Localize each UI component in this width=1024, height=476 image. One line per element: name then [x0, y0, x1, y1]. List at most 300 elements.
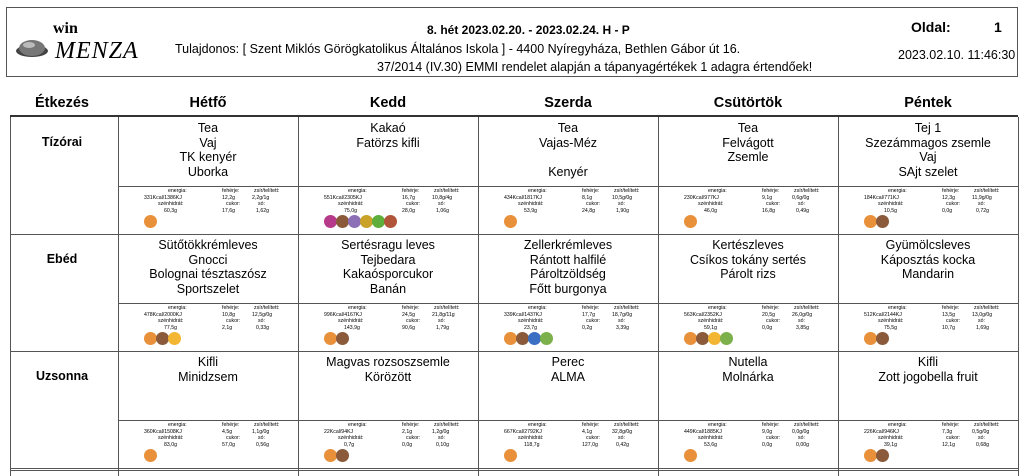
- nutrient-value: 9,0g: [762, 428, 773, 435]
- nutrient-value: 24,5g: [402, 311, 415, 318]
- nutrient-value: 22Kcal/94KJ: [324, 428, 354, 435]
- nutrient-value: 1,1g/0g: [252, 428, 270, 435]
- nutrient-label: energia:: [528, 305, 547, 311]
- nutrient-label: energia:: [708, 422, 727, 428]
- logo-win-text: win: [53, 20, 78, 37]
- nutrient-label: zsír/telített:: [974, 422, 1000, 428]
- nutrient-label: só:: [618, 435, 625, 441]
- nutrient-value: 26,0g/0g: [792, 311, 813, 318]
- nutrition-block: [682, 305, 822, 331]
- nutrient-value: 10,8g/4g: [432, 194, 453, 201]
- nutrient-value: 75,5g: [884, 324, 897, 331]
- nutrition-divider: [118, 186, 298, 187]
- page-number: 1: [994, 19, 1002, 35]
- nutrient-value: 17,6g: [222, 207, 235, 214]
- nutrient-label: szénhidrát:: [338, 201, 364, 207]
- nutrient-label: szénhidrát:: [158, 435, 184, 441]
- nutrient-value: 8,1g: [582, 194, 593, 201]
- menu-cell: [298, 355, 478, 384]
- nutrient-value: 12,5g/0g: [252, 311, 273, 318]
- nutrient-label: fehérje:: [582, 188, 600, 194]
- nutrient-label: fehérje:: [762, 422, 780, 428]
- nutrient-value: 20,5g: [762, 311, 775, 318]
- menu-item: Gnocci: [188, 252, 228, 267]
- winmenza-logo: [15, 18, 155, 70]
- menu-item: Banán: [369, 281, 407, 296]
- nutrient-value: 478Kcal/2000KJ: [144, 311, 182, 318]
- nutrient-label: zsír/telített:: [434, 305, 460, 311]
- nutrient-value: 512Kcal/2144KJ: [864, 311, 902, 318]
- egg-allergen-icon: [168, 332, 181, 345]
- menu-item: Kakaó: [370, 121, 406, 135]
- nutrient-value: 4,5g: [222, 428, 233, 435]
- menu-item: Bolognai tésztaszósz: [149, 267, 267, 281]
- column-header-thursday: Csütörtök: [713, 95, 783, 111]
- nutrient-value: 13,5g: [942, 311, 955, 318]
- week-range: 8. hét 2023.02.20. - 2023.02.24. H - P: [427, 23, 630, 37]
- nutrient-value: 551Kcal/2305KJ: [324, 194, 362, 201]
- nutrient-label: szénhidrát:: [878, 318, 904, 324]
- nutrition-divider: [478, 303, 658, 304]
- nutrient-label: fehérje:: [402, 305, 420, 311]
- menu-item: Mandarin: [901, 267, 955, 281]
- nutrition-block: [682, 422, 822, 448]
- menu-item: Zellerkrémleves: [523, 238, 613, 252]
- column-header-tuesday: Kedd: [369, 95, 407, 111]
- nutrient-label: fehérje:: [942, 422, 960, 428]
- milk-allergen-icon: [876, 449, 889, 462]
- nutrient-value: 10,8g: [222, 311, 235, 318]
- menu-item: Sertésragu leves: [341, 238, 435, 252]
- print-timestamp: 2023.02.10. 11:46:30: [898, 48, 1016, 62]
- nutrition-divider: [118, 420, 298, 421]
- nutrient-label: cukor:: [226, 318, 241, 324]
- nutrient-label: só:: [438, 435, 445, 441]
- menu-item: Tea: [737, 121, 759, 135]
- nutrient-value: 28,0g: [402, 207, 415, 214]
- nutrient-value: 59,1g: [704, 324, 717, 331]
- menu-item: Kertészleves: [712, 238, 784, 252]
- menu-item: Felvágott: [722, 135, 774, 150]
- grid-divider-horizontal: [10, 470, 1018, 471]
- nutrient-label: zsír/telített:: [254, 305, 280, 311]
- nutrient-value: 53,9g: [524, 207, 537, 214]
- nutrient-label: fehérje:: [222, 422, 240, 428]
- nutrient-label: energia:: [168, 188, 187, 194]
- nutrient-value: 75,0g: [344, 207, 357, 214]
- grid-divider-horizontal: [10, 351, 1018, 352]
- nutrient-label: só:: [798, 435, 805, 441]
- menu-item: Kifli: [197, 355, 219, 369]
- nutrient-value: 10,5g: [884, 207, 897, 214]
- nutrient-value: 16,7g: [402, 194, 415, 201]
- page-label: Oldal:: [911, 19, 951, 35]
- nutrient-label: cukor:: [766, 318, 781, 324]
- nutrient-label: zsír/telített:: [254, 422, 280, 428]
- gluten-allergen-icon: [144, 215, 157, 228]
- nutrient-value: 83,0g: [164, 441, 177, 448]
- nutrient-label: cukor:: [946, 435, 961, 441]
- nutrient-label: energia:: [888, 422, 907, 428]
- nutrition-row: [322, 208, 462, 215]
- nutrition-divider: [298, 303, 478, 304]
- nutrient-label: só:: [618, 201, 625, 207]
- nutrient-label: zsír/telített:: [434, 188, 460, 194]
- nutrition-block: [142, 305, 282, 331]
- nutrient-label: energia:: [528, 422, 547, 428]
- nutrient-value: 0,0g: [942, 207, 953, 214]
- nutrient-value: 230Kcal/977KJ: [684, 194, 719, 201]
- nutrient-value: 9,1g: [762, 194, 773, 201]
- nutrient-value: 90,6g: [402, 324, 415, 331]
- nutrient-value: 57,0g: [222, 441, 235, 448]
- gluten-allergen-icon: [144, 449, 157, 462]
- menu-item: Nutella: [728, 355, 768, 369]
- menu-cell: [478, 121, 658, 179]
- gluten-allergen-icon: [684, 449, 697, 462]
- celery-allergen-icon: [540, 332, 553, 345]
- nutrient-label: fehérje:: [222, 305, 240, 311]
- nutrient-value: 11,9g/0g: [972, 194, 992, 201]
- nutrient-value: 184Kcal/771KJ: [864, 194, 899, 201]
- nutrition-row: [502, 325, 642, 332]
- menu-item: Vaj: [919, 150, 937, 164]
- nutrition-row: [142, 208, 282, 215]
- nutrient-label: szénhidrát:: [518, 318, 544, 324]
- nutrient-label: zsír/telített:: [794, 305, 820, 311]
- nutrition-block: [322, 422, 462, 448]
- nutrient-value: 563Kcal/2352KJ: [684, 311, 722, 318]
- nutrient-label: szénhidrát:: [518, 435, 544, 441]
- nutrient-value: 434Kcal/1817KJ: [504, 194, 542, 201]
- menu-item: Vaj: [199, 135, 217, 150]
- nutrient-label: szénhidrát:: [338, 435, 364, 441]
- nutrient-value: 1,90g: [616, 207, 629, 214]
- nutrient-value: 0,72g: [976, 207, 989, 214]
- grid-divider-horizontal: [10, 234, 1018, 235]
- menu-cell: [658, 121, 838, 165]
- nutrient-value: 2,1g: [222, 324, 233, 331]
- nutrition-divider: [658, 420, 838, 421]
- meal-label-tizorai: Tízórai: [41, 135, 83, 149]
- nutrient-value: 3,39g: [616, 324, 629, 331]
- nutrient-label: zsír/telített:: [974, 305, 1000, 311]
- nutrient-value: 0,6g/0g: [792, 194, 810, 201]
- nutrient-label: energia:: [888, 188, 907, 194]
- nutrient-value: 0,0g: [402, 441, 413, 448]
- menu-item: Tej 1: [914, 121, 942, 135]
- nutrient-value: 16,8g: [762, 207, 775, 214]
- celery-allergen-icon: [720, 332, 733, 345]
- menu-item: TK kenyér: [179, 150, 237, 164]
- nutrition-divider: [298, 420, 478, 421]
- nutrient-label: szénhidrát:: [338, 318, 364, 324]
- column-header-monday: Hétfő: [189, 95, 227, 111]
- menu-cell: [658, 238, 838, 282]
- nutrient-value: 3,85g: [796, 324, 809, 331]
- nutrient-label: só:: [258, 435, 265, 441]
- nutrition-row: [862, 442, 1002, 449]
- nutrient-label: zsír/telített:: [974, 188, 1000, 194]
- menu-cell: [298, 121, 478, 150]
- milk-allergen-icon: [876, 215, 889, 228]
- nutrient-value: 339Kcal/1437KJ: [504, 311, 542, 318]
- nutrient-value: 60,3g: [164, 207, 177, 214]
- nutrient-label: cukor:: [406, 201, 421, 207]
- nutrient-label: cukor:: [766, 435, 781, 441]
- nutrition-row: [862, 325, 1002, 332]
- nutrition-divider: [298, 186, 478, 187]
- nutrient-value: 17,7g: [582, 311, 595, 318]
- nutrient-value: 46,0g: [704, 207, 717, 214]
- menu-item: Tea: [197, 121, 219, 135]
- nutrient-value: 0,10g: [436, 441, 449, 448]
- nutrient-label: szénhidrát:: [878, 435, 904, 441]
- logo-menza-text: MENZA: [55, 38, 139, 64]
- menu-item: Rántott halfilé: [529, 252, 607, 267]
- owner-line: Tulajdonos: [ Szent Miklós Görögkatolikus Általános Iskola ] - 4400 Nyíregyháza, Bethlen Gábor út 16.: [175, 42, 741, 56]
- nutrient-value: 0,42g: [616, 441, 629, 448]
- nutrient-label: fehérje:: [942, 305, 960, 311]
- nutrition-row: [142, 325, 282, 332]
- nutrient-label: fehérje:: [402, 188, 420, 194]
- nutrition-row: [142, 442, 282, 449]
- nutrient-value: 1,62g: [256, 207, 269, 214]
- menu-cell: [658, 355, 838, 384]
- nutrient-label: cukor:: [946, 318, 961, 324]
- menu-item: Körözött: [364, 369, 412, 384]
- nutrition-block: [682, 188, 822, 214]
- menu-cell: [478, 355, 658, 384]
- nutrient-value: 10,5g/0g: [612, 194, 633, 201]
- regulation-note: 37/2014 (IV.30) EMMI rendelet alapján a tápanyagértékek 1 adagra értendőek!: [377, 60, 813, 74]
- nutrition-block: [862, 305, 1002, 331]
- nutrition-divider: [658, 303, 838, 304]
- nutrient-value: 2,1g: [402, 428, 413, 435]
- menu-cell: [838, 121, 1018, 179]
- nutrient-value: 53,6g: [704, 441, 717, 448]
- milk-allergen-icon: [336, 332, 349, 345]
- nutrient-label: cukor:: [586, 318, 601, 324]
- nutrient-label: cukor:: [586, 435, 601, 441]
- column-header-meal: Étkezés: [34, 95, 89, 111]
- menu-item: Sportszelet: [176, 281, 240, 296]
- nutrient-label: só:: [798, 318, 805, 324]
- nutrient-value: 4,1g: [582, 428, 593, 435]
- grid-divider-horizontal: [10, 468, 1018, 469]
- nutrient-value: 0,00g: [796, 441, 809, 448]
- nutrient-value: 12,1g: [942, 441, 955, 448]
- menu-item: Káposztás kocka: [880, 252, 976, 267]
- nutrient-value: 13,0g/0g: [972, 311, 993, 318]
- grid-divider-vertical: [298, 117, 299, 476]
- nutrient-label: szénhidrát:: [878, 201, 904, 207]
- nutrient-value: 7,3g: [942, 428, 953, 435]
- nutrient-value: 10,7g: [942, 324, 955, 331]
- nutrient-label: fehérje:: [762, 188, 780, 194]
- milk-allergen-icon: [336, 449, 349, 462]
- nutrient-value: 0,33g: [256, 324, 269, 331]
- nutrient-value: 118,7g: [524, 441, 540, 448]
- nutrient-value: 0,7g: [344, 441, 355, 448]
- menu-item: Kenyér: [548, 164, 588, 179]
- nutrient-label: fehérje:: [222, 188, 240, 194]
- menu-item: Fatörzs kifli: [356, 135, 420, 150]
- nutrition-row: [682, 442, 822, 449]
- nutrient-value: 32,8g/0g: [612, 428, 633, 435]
- nutrient-label: energia:: [348, 422, 367, 428]
- nutrient-value: 0,56g: [256, 441, 269, 448]
- table-top-rule: [10, 115, 1018, 117]
- nutrient-value: 0,5g/0g: [972, 428, 990, 435]
- menu-item: [478, 150, 658, 165]
- nutrition-divider: [658, 186, 838, 187]
- gluten-allergen-icon: [504, 215, 517, 228]
- nutrient-value: 449Kcal/1885KJ: [684, 428, 722, 435]
- nutrient-value: 996Kcal/4167KJ: [324, 311, 362, 318]
- meal-label-uzsonna: Uzsonna: [35, 369, 89, 383]
- nutrient-label: só:: [258, 201, 265, 207]
- nutrient-label: energia:: [888, 305, 907, 311]
- nutrient-value: 12,2g: [222, 194, 235, 201]
- nutrient-label: zsír/telített:: [254, 188, 280, 194]
- nutrient-label: cukor:: [406, 435, 421, 441]
- gluten-allergen-icon: [504, 449, 517, 462]
- nutrient-value: 331Kcal/1386KJ: [144, 194, 182, 201]
- nutrition-row: [322, 442, 462, 449]
- nutrient-value: 24,8g: [582, 207, 595, 214]
- menu-item: Magvas rozsoszsemle: [326, 355, 450, 369]
- menu-item: Csíkos tokány sertés: [689, 252, 806, 267]
- nutrient-value: 143,9g: [344, 324, 360, 331]
- menu-cell: [298, 238, 478, 296]
- nutrient-value: 0,49g: [796, 207, 809, 214]
- menu-cell: [838, 355, 1018, 384]
- nutrient-label: fehérje:: [402, 422, 420, 428]
- nutrient-label: szénhidrát:: [158, 201, 184, 207]
- nutrient-label: cukor:: [766, 201, 781, 207]
- nutrition-block: [502, 305, 642, 331]
- nutrition-divider: [118, 303, 298, 304]
- nutrient-value: 39,1g: [884, 441, 897, 448]
- nutrient-label: szénhidrát:: [158, 318, 184, 324]
- nutrient-label: só:: [978, 435, 985, 441]
- menu-item: Főtt burgonya: [529, 281, 607, 296]
- nutrient-value: 0,0g: [762, 441, 773, 448]
- nutrient-label: só:: [618, 318, 625, 324]
- nutrient-value: 1,69g: [976, 324, 989, 331]
- menu-item: Vajas-Méz: [538, 135, 598, 150]
- nutrition-block: [502, 422, 642, 448]
- nutrient-label: cukor:: [586, 201, 601, 207]
- menu-item: Zsemle: [727, 150, 769, 164]
- menu-item: Kifli: [917, 355, 939, 369]
- nutrition-divider: [838, 186, 1018, 187]
- nutrition-block: [322, 305, 462, 331]
- nutrient-value: 360Kcal/1508KJ: [144, 428, 182, 435]
- nutrient-label: energia:: [708, 188, 727, 194]
- nutrition-row: [682, 208, 822, 215]
- menu-cell: [478, 238, 658, 296]
- nutrition-block: [862, 422, 1002, 448]
- nutrient-label: cukor:: [946, 201, 961, 207]
- milk-allergen-icon: [876, 332, 889, 345]
- nutrient-value: 127,0g: [582, 441, 598, 448]
- nutrition-row: [682, 325, 822, 332]
- nutrition-block: [502, 188, 642, 214]
- nutrient-value: 226Kcal/946KJ: [864, 428, 899, 435]
- grid-divider-vertical: [658, 117, 659, 476]
- nutrient-value: 1,2g/0g: [432, 428, 450, 435]
- nutrient-label: szénhidrát:: [518, 201, 544, 207]
- nutrition-block: [862, 188, 1002, 214]
- nutrition-divider: [478, 186, 658, 187]
- menu-item: Sütőtökkrémleves: [158, 238, 258, 252]
- nutrient-label: só:: [978, 318, 985, 324]
- meal-label-ebed: Ebéd: [46, 252, 78, 266]
- nutrition-row: [862, 208, 1002, 215]
- nutrient-value: 667Kcal/2792KJ: [504, 428, 542, 435]
- nutrition-block: [322, 188, 462, 214]
- nutrient-label: fehérje:: [582, 422, 600, 428]
- menu-item: SAjt szelet: [898, 164, 958, 179]
- nutrition-block: [142, 188, 282, 214]
- menu-item: Zott jogobella fruit: [878, 369, 978, 384]
- nutrient-label: zsír/telített:: [614, 305, 640, 311]
- nutrient-label: energia:: [348, 188, 367, 194]
- nutrient-label: zsír/telített:: [614, 422, 640, 428]
- nutrient-label: só:: [438, 201, 445, 207]
- nutrient-value: 1,79g: [436, 324, 449, 331]
- column-header-friday: Péntek: [904, 95, 952, 111]
- nutrient-label: só:: [978, 201, 985, 207]
- nutrient-label: szénhidrát:: [698, 318, 724, 324]
- nutrient-label: só:: [798, 201, 805, 207]
- nutrient-label: energia:: [168, 422, 187, 428]
- nutrient-label: fehérje:: [762, 305, 780, 311]
- nutrient-label: fehérje:: [942, 188, 960, 194]
- menu-item: ALMA: [550, 369, 586, 384]
- nutrition-row: [322, 325, 462, 332]
- nutrient-label: cukor:: [406, 318, 421, 324]
- nutrient-label: só:: [438, 318, 445, 324]
- nutrient-value: 12,3g: [942, 194, 955, 201]
- menu-item: Gyümölcsleves: [885, 238, 971, 252]
- nutrient-value: 2,2g/1g: [252, 194, 270, 201]
- menu-item: Kakaósporcukor: [342, 267, 434, 281]
- nutrient-value: 18,7g/0g: [612, 311, 633, 318]
- nutrient-value: 0,0g/0g: [792, 428, 810, 435]
- nutrient-value: 1,06g: [436, 207, 449, 214]
- menu-item: Tejbedara: [360, 252, 416, 267]
- gluten-allergen-icon: [684, 215, 697, 228]
- menu-cell: [118, 121, 298, 179]
- menu-item: Tea: [557, 121, 579, 135]
- nutrient-label: zsír/telített:: [434, 422, 460, 428]
- nutrition-divider: [838, 420, 1018, 421]
- nutrient-label: cukor:: [226, 201, 241, 207]
- menu-cell: [838, 238, 1018, 282]
- nutrient-label: fehérje:: [582, 305, 600, 311]
- menu-item: Perec: [551, 355, 585, 369]
- nutrient-label: energia:: [528, 188, 547, 194]
- nuts-allergen-icon: [384, 215, 397, 228]
- nutrient-label: só:: [258, 318, 265, 324]
- nutrient-label: energia:: [708, 305, 727, 311]
- column-header-wednesday: Szerda: [544, 95, 592, 111]
- nutrient-label: energia:: [348, 305, 367, 311]
- food-dish-icon: [15, 36, 49, 58]
